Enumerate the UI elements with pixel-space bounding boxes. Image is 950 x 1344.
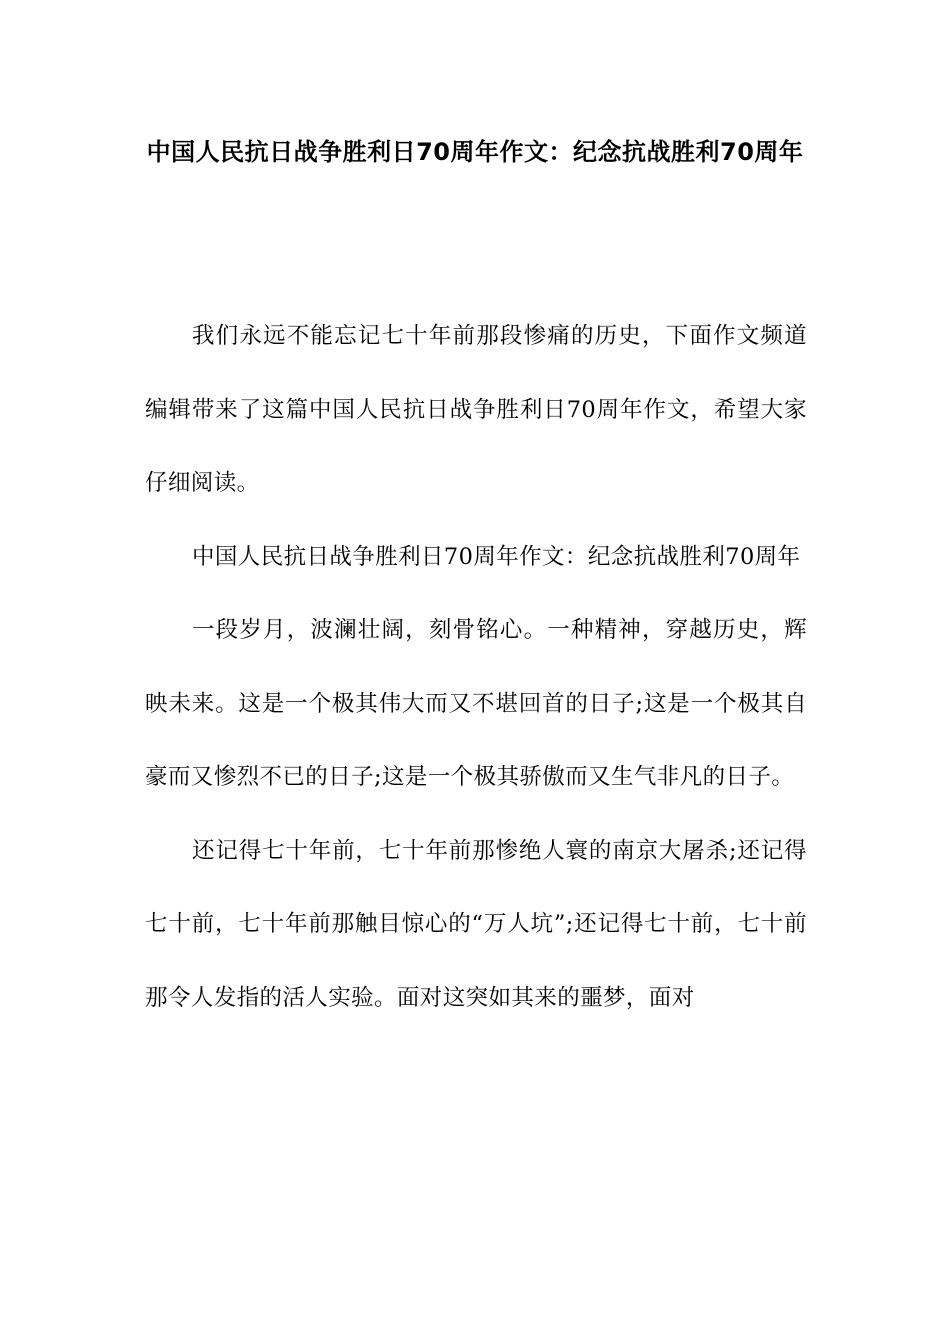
paragraph-remember: 还记得七十年前，七十年前那惨绝人寰的南京大屠杀;还记得七十前，七十年前那触目惊心的“万人坑”;还记得七十前，七十前那令人发指的活人实验。面对这突如其来的噩梦，面对 <box>145 837 807 1011</box>
paragraph-intro: 我们永远不能忘记七十年前那段惨痛的历史，下面作文频道编辑带来了这篇中国人民抗日战争胜利日70周年作文，希望大家仔细阅读。 <box>145 323 807 496</box>
paragraph-spirit: 一段岁月，波澜壮阔，刻骨铭心。一种精神，穿越历史，辉映未来。这是一个极其伟大而又不堪回首的日子;这是一个极其自豪而又惨烈不已的日子;这是一个极其骄傲而又生气非凡的日子。 <box>145 617 807 790</box>
paragraph-subtitle: 中国人民抗日战争胜利日70周年作文：纪念抗战胜利70周年 <box>192 543 801 570</box>
document-body <box>145 300 807 1035</box>
document-title: 中国人民抗日战争胜利日70周年作文：纪念抗战胜利70周年 <box>146 138 804 166</box>
